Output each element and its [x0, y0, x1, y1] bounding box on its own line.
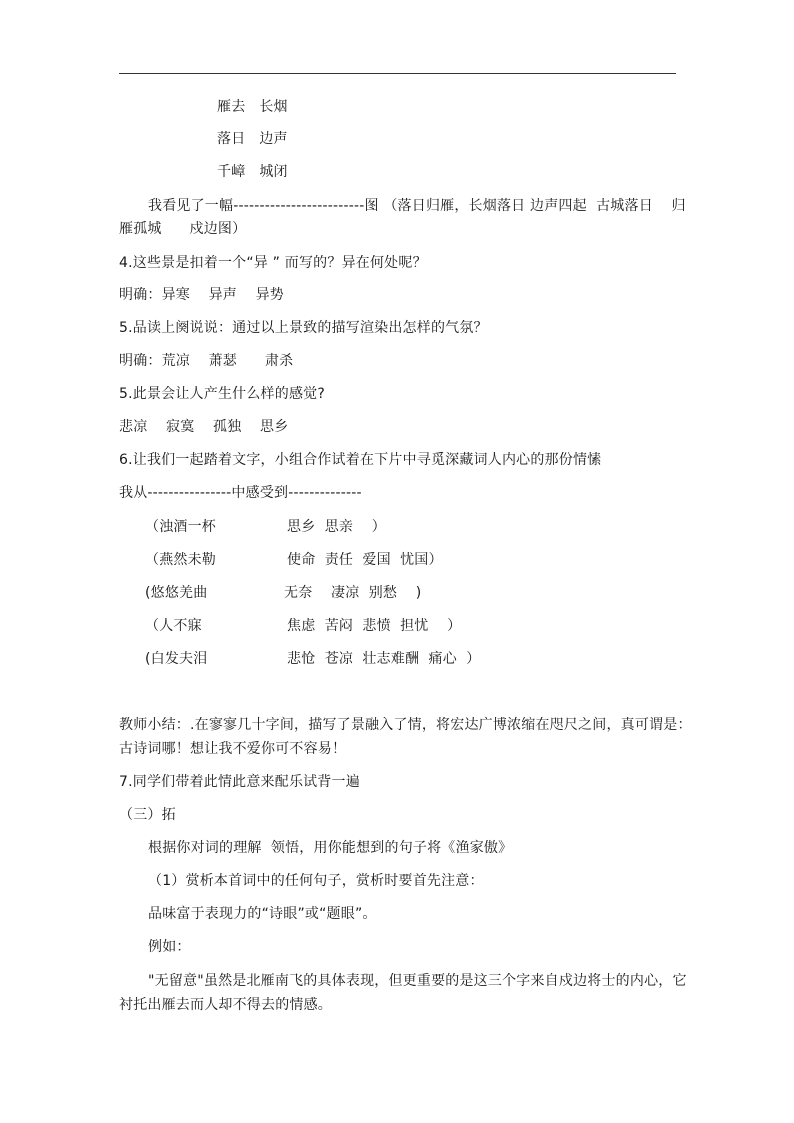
feeling-emotion: 无奈 凄凉 别愁 ) [284, 585, 422, 601]
see-line-1: 我看见了一幅-------------------------图 （落日归雁，长烟落日 边声四起 古城落日 归 [148, 198, 686, 214]
question-7: 7.同学们带着此情此意来配乐试背一遍 [119, 774, 360, 790]
feeling-phrase: （浊酒一杯 [145, 519, 216, 535]
question-6: 6.让我们一起踏着文字，小组合作试着在下片中寻觅深藏词人内心的那份情愫 [119, 452, 602, 468]
pair-row [217, 98, 288, 116]
answer-4: 明确：异寒 异声 异势 [119, 287, 285, 303]
feeling-phrase: (白发夫泪 [145, 651, 208, 667]
pair-second: 城闭 [259, 164, 288, 180]
from-line: 我从----------------中感受到-------------- [119, 485, 362, 501]
question-5b: 5.此景会让人产生什么样的感觉? [119, 386, 325, 402]
question-5: 5.品读上阕说说：通过以上景致的描写渲染出怎样的气氛？ [119, 320, 488, 336]
example-line-1: "无留意"虽然是北雁南飞的具体表现，但更重要的是这三个字来自戍边将士的内心，它 [148, 973, 687, 989]
example-line-2: 衬托出雁去而人却不得去的情感。 [119, 997, 332, 1013]
task-line: 根据你对词的理解 领悟，用你能想到的句子将《渔家傲》 [148, 840, 513, 856]
feeling-row [145, 650, 481, 668]
example-label: 例如： [148, 939, 191, 955]
pair-first: 雁去 [217, 99, 246, 115]
feeling-emotion: 思乡 思亲 ） [287, 519, 386, 535]
feeling-emotion: 焦虑 苦闷 悲愤 担忧 ） [287, 618, 462, 634]
feeling-row [145, 551, 443, 569]
feeling-emotion: 悲怆 苍凉 壮志难酬 痛心 ） [287, 651, 481, 667]
summary-line-2: 古诗词哪！想让我不爱你可不容易！ [119, 741, 347, 757]
pair-second: 边声 [259, 131, 288, 147]
sub-item-1: （1）赏析本首词中的任何句子，赏析时要首先注意： [148, 873, 484, 889]
pair-row [217, 163, 288, 181]
feeling-phrase: （燕然未勒 [145, 552, 216, 568]
answer-5: 明确：荒凉 萧瑟 肃杀 [119, 353, 294, 369]
see-line-2: 雁孤城 戍边图） [119, 221, 247, 237]
header-rule [119, 73, 676, 74]
feeling-phrase: (悠悠羌曲 [145, 585, 208, 601]
pair-first: 千嶂 [217, 164, 246, 180]
feeling-emotion: 使命 责任 爱国 忧国） [287, 552, 443, 568]
sub-item-1-note: 品味富于表现力的“诗眼”或“题眼”。 [148, 906, 377, 922]
pair-row [217, 130, 288, 148]
answer-5b: 悲凉 寂寞 孤独 思乡 [119, 419, 289, 435]
summary-line-1: 教师小结：.在寥寥几十字间，描写了景融入了情，将宏达广博浓缩在咫尺之间，真可谓是： [119, 717, 692, 733]
feeling-row [145, 518, 386, 536]
feeling-row [145, 617, 462, 635]
section-3-heading: （三）拓 [119, 807, 176, 823]
question-4: 4.这些景是扣着一个“异 ” 而写的？异在何处呢？ [119, 255, 427, 271]
feeling-row [145, 584, 422, 602]
feeling-phrase: （人不寐 [145, 618, 202, 634]
pair-first: 落日 [217, 131, 246, 147]
pair-second: 长烟 [259, 99, 288, 115]
